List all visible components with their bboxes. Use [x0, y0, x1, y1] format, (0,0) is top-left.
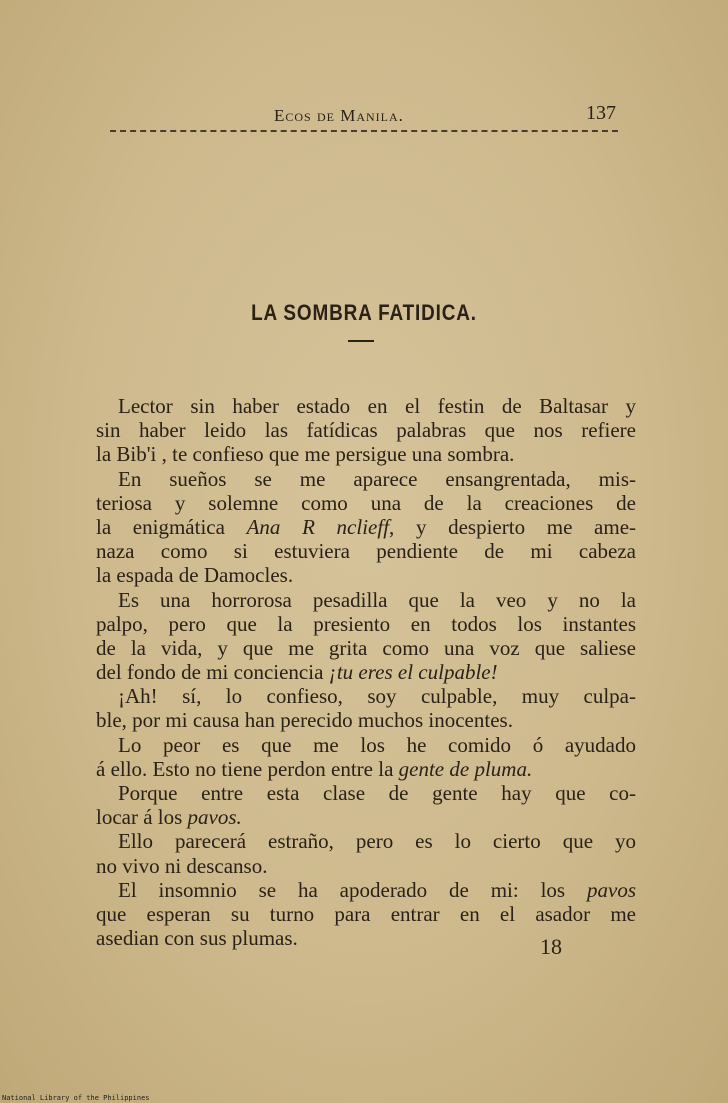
text-line: no vivo ni descanso. [96, 853, 268, 878]
text-line: la espada de Damocles. [96, 563, 294, 588]
italic-run: pavos. [187, 805, 242, 830]
text-run: á ello. Esto no tiene perdon entre la [96, 756, 399, 781]
text-line: Porque entre esta clase de gente hay que co- [118, 781, 636, 805]
italic-run: Ana R nclieff [246, 514, 390, 539]
text-run: la enigmática [96, 514, 247, 539]
text-line [96, 660, 636, 684]
footer-credit: National Library of the Philippines [2, 1094, 150, 1102]
text-line: que esperan su turno para entrar en el asador me [96, 901, 636, 926]
italic-run: pavos [587, 877, 636, 902]
text-line: naza como si estuviera pendiente de mi cabeza [96, 539, 636, 564]
text-line: teriosa y solemne como una de la creaciones de [96, 490, 636, 515]
body-text [96, 394, 636, 950]
running-title: Ecos de Manila. [274, 106, 404, 125]
text-line: asedian con sus plumas. [96, 926, 298, 951]
signature-mark: 18 [540, 934, 562, 959]
text-line: palpo, pero que la presiento en todos los instantes [96, 611, 636, 636]
text-line: sin haber leido las fatídicas palabras que nos refiere [96, 418, 636, 443]
text-line: ¡Ah! sí, lo confieso, soy culpable, muy culpa- [118, 684, 636, 709]
text-line: de la vida, y que me grita como una voz que saliese [96, 635, 636, 660]
text-run: El insomnio se ha apoderado de mi: los [118, 877, 587, 902]
text-line: Lector sin haber estado en el festin de Baltasar y [118, 394, 636, 418]
text-line: En sueños se me aparece ensangrentada, mis- [118, 466, 636, 491]
text-line [96, 515, 636, 539]
text-line: ble, por mi causa han perecido muchos inocentes. [96, 708, 513, 733]
text-run: del fondo de mi conciencia [96, 660, 329, 685]
italic-run: gente de pluma. [398, 756, 533, 781]
text-line: Ello parecerá estraño, pero es lo cierto que yo [118, 829, 636, 854]
text-line: la Bib'i , te confieso que me persigue una sombra. [96, 442, 515, 467]
text-run: , y despierto me ame- [389, 514, 636, 539]
running-head [110, 100, 620, 130]
chapter-title: LA SOMBRA FATIDICA. [251, 300, 477, 325]
text-line: Es una horrorosa pesadilla que la veo y no la [118, 587, 636, 612]
header-rule [110, 130, 618, 132]
text-line [96, 878, 636, 902]
text-run: locar á los [96, 805, 188, 830]
page-number: 137 [586, 102, 616, 124]
title-rule [348, 340, 374, 342]
text-line [96, 805, 636, 829]
text-line: Lo peor es que me los he comido ó ayudado [118, 732, 636, 757]
text-line [96, 757, 636, 781]
italic-run: ¡tu eres el culpable! [328, 660, 498, 685]
